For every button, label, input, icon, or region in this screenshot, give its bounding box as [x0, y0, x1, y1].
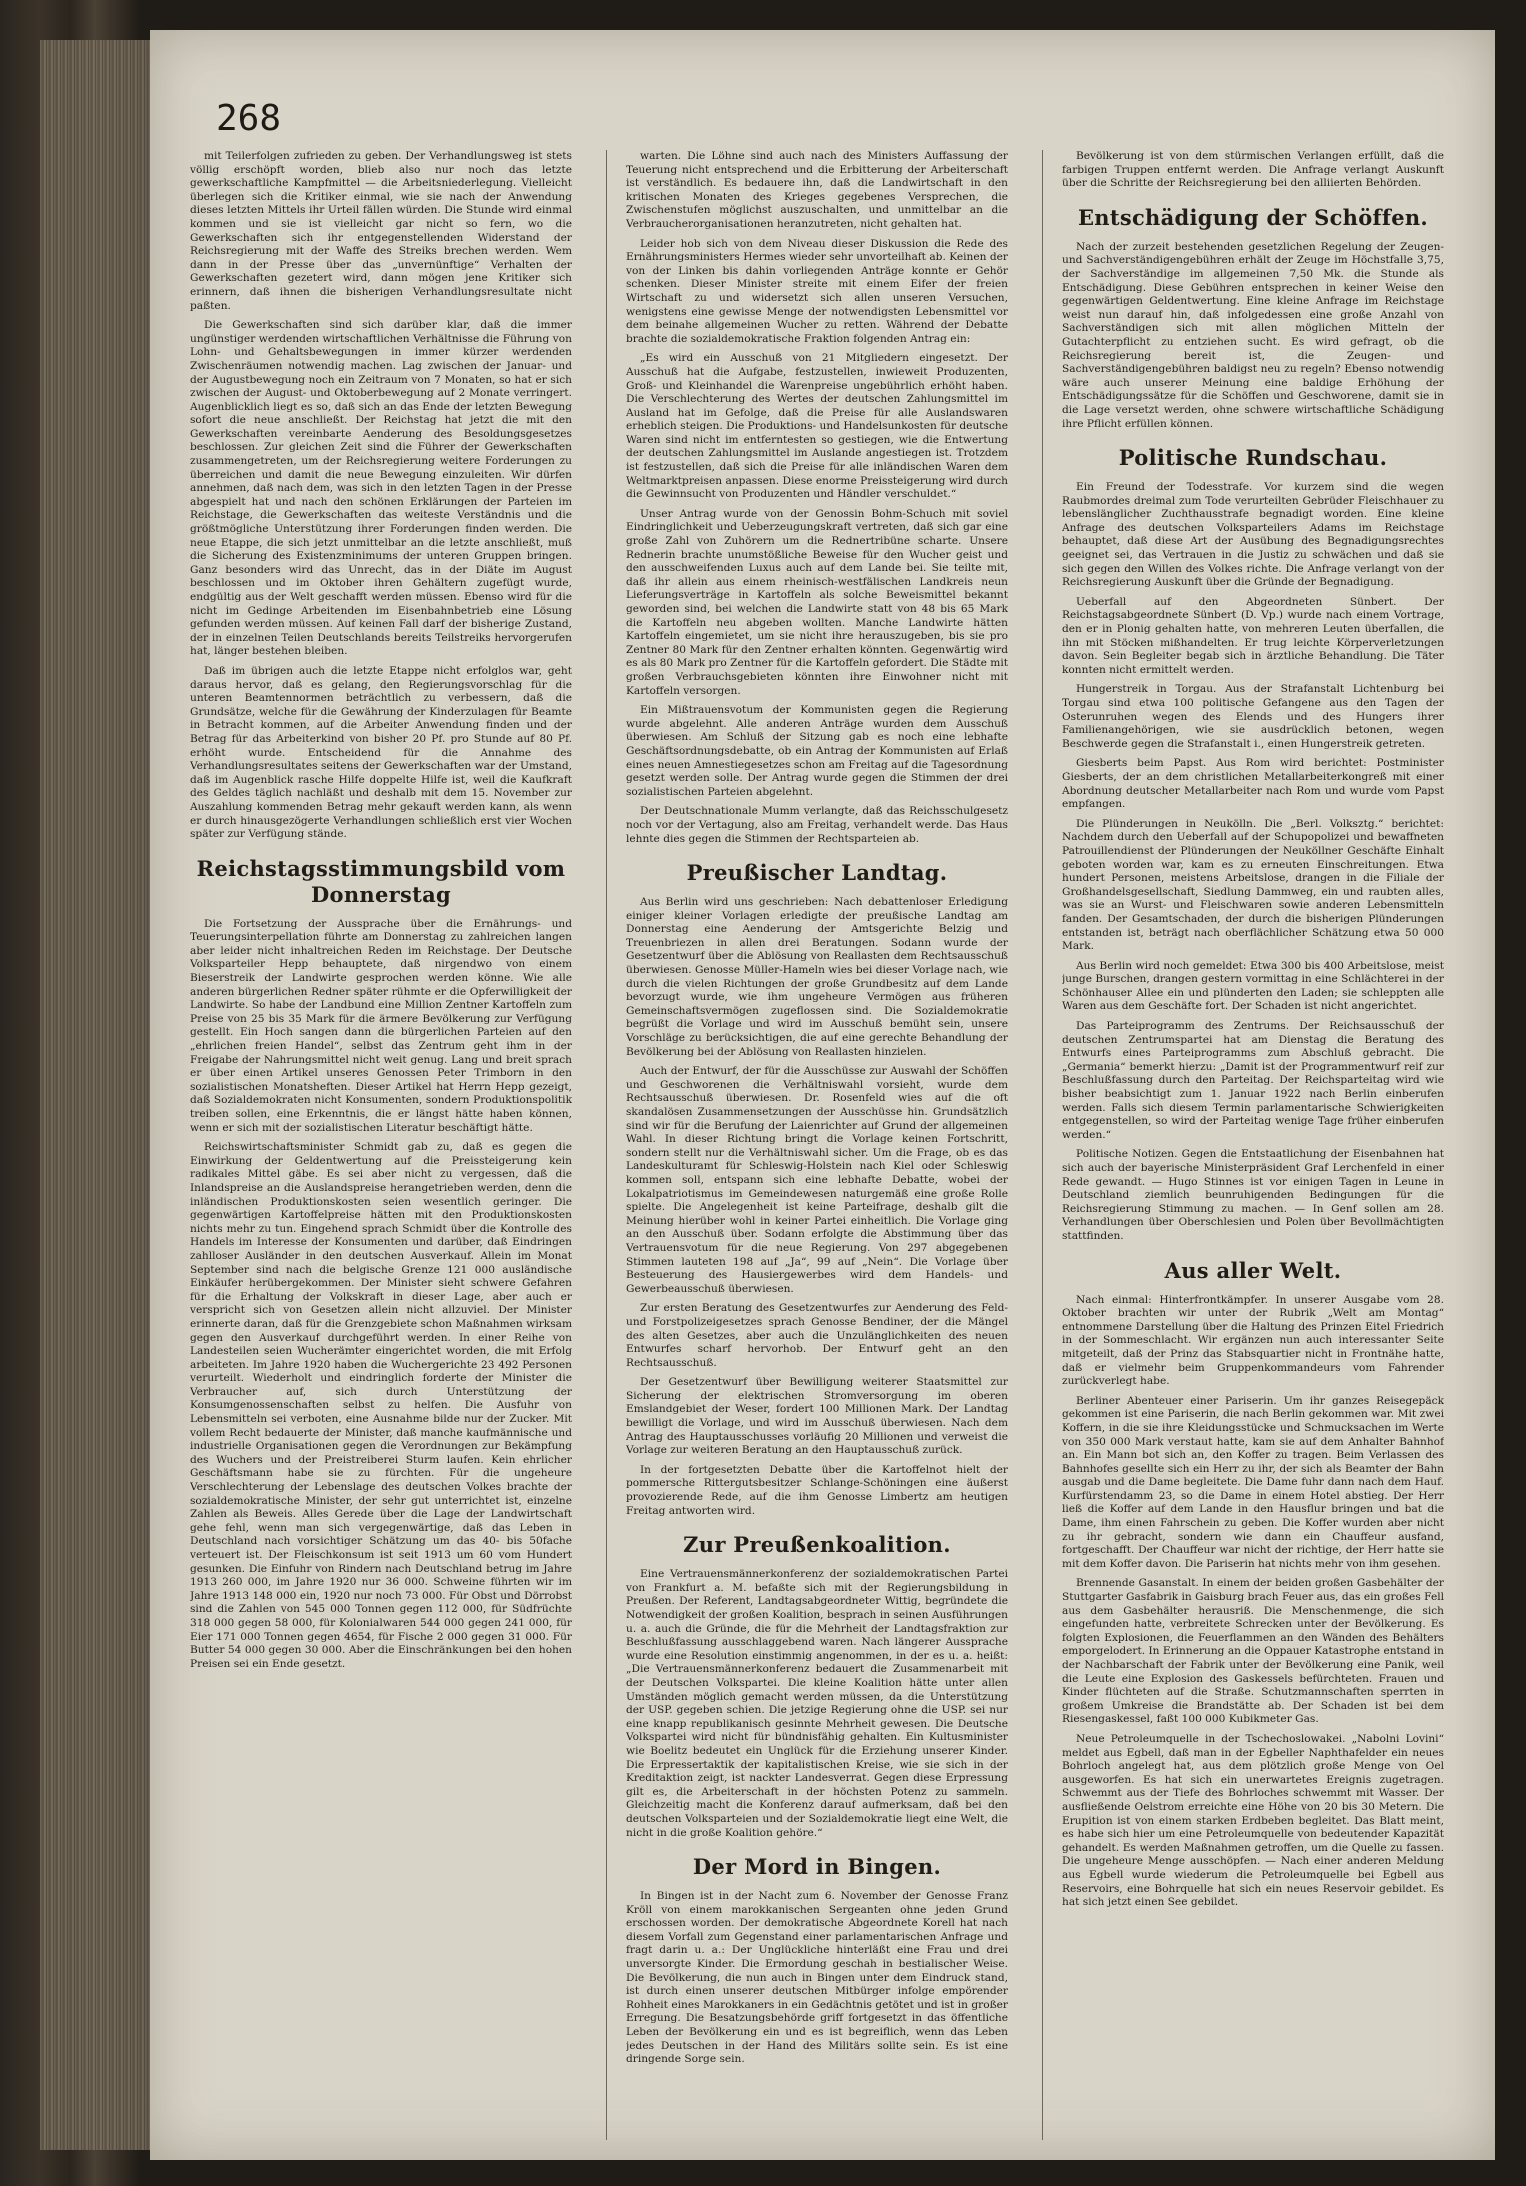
article-paragraph: In Bingen ist in der Nacht zum 6. November der Genosse Franz Kröll von einem marokkanischen Sergeanten ohne jeden Grund erschossen worden. Der demokratische Abgeordnete Korell hat nach diesem Vorfall zum Gegenstand einer parlamentarischen Anfrage und fragt darin u. a.: Der Unglückliche hinterläßt eine Frau und drei unversorgte Kinder. Die Ermordung geschah in bestialischer Weise. Die Bevölkerung, die nun auch in Bingen unter dem Eindruck stand, ist durch einen unserer deutschen Mitbürger infolge empörender Rohheit eines Marokkaners in ein Gedächtnis getötet und ist in großer Erregung. Die Besatzungsbehörde griff fortgesetzt in das öffentliche Leben der Bevölkerung ein und es ist begreiflich, wenn das Leben jedes Deutschen in der Hand des Militärs sollte sein. Es ist eine dringende Sorge sein. — [626, 1890, 1008, 2066]
newspaper-page — [150, 30, 1495, 2160]
article-paragraph: Nach einmal: Hinterfrontkämpfer. In unserer Ausgabe vom 28. Oktober brachten wir unter der Rubrik „Welt am Montag“ entnommene Darstellung über die Haltung des Prinzen Eitel Friedrich in der Sommeschlacht. Wir ergänzen nun auch interessanter Seite mitgeteilt, daß der Prinz das Stabsquartier nicht in Frontnähe hatte, daß er vielmehr beim Gruppenkommandeurs vom Fahrender zurückverlegt habe. — [1062, 1293, 1444, 1388]
article-headline: Zur Preußenkoalition. — [683, 1532, 951, 1558]
text-column-1 — [190, 150, 572, 2140]
article-paragraph: Giesberts beim Papst. Aus Rom wird berichtet: Postminister Giesberts, der an dem christlichen Metallarbeiterkongreß mit einer Abordnung deutscher Metallarbeiter nach Rom und wurde vom Papst empfangen. — [1062, 757, 1444, 811]
article-headline: Aus aller Welt. — [1164, 1257, 1342, 1283]
column-divider — [606, 150, 607, 2140]
article-headline: Preußischer Landtag. — [686, 860, 948, 886]
article-headline: Der Mord in Bingen. — [692, 1854, 942, 1880]
column-divider — [1042, 150, 1043, 2140]
article-paragraph: „Es wird ein Ausschuß von 21 Mitgliedern eingesetzt. Der Ausschuß hat die Aufgabe, festzustellen, inwieweit Produzenten, Groß- und Kleinhandel die Warenpreise ungebührlich erhöht haben. Die Verschlechterung des Wertes der deutschen Zahlungsmittel im Ausland hat im Gefolge, daß die Preise für alle Auslandswaren erheblich steigen. Die Produktions- und Handelsunkosten für deutsche Waren sind nicht im entferntesten so gestiegen, wie die Entwertung der deutschen Zahlungsmittel im Auslande angestiegen ist. Trotzdem ist festzustellen, daß sich die Preise für alle inländischen Waren dem Weltmarktpreisen anpassen. Diese enorme Preissteigerung wird durch die Gewinnsucht von Produzenten und Händler verschuldet.“ — [626, 352, 1008, 501]
article-paragraph: Unser Antrag wurde von der Genossin Bohm-Schuch mit soviel Eindringlichkeit und Ueberzeugungskraft vertreten, daß sich gar eine große Zahl von Zuhörern um die Rednertribüne scharte. Unsere Rednerin brachte unumstößliche Beweise für den Wucher geist und den ausschweifenden Luxus auch auf dem Lande bei. Sie teilte mit, daß ihr allein aus einem rheinisch-westfälischen Landkreis neun Lieferungsverträge in Kartoffeln als solche Beweismittel bekannt geworden sind, bei welchen die Landwirte statt von 48 bis 65 Mark die Kartoffeln neu abgeben wollten. Manche Landwirte hätten Kartoffeln eingemietet, um sie nicht ihre herauszugeben, bis sie pro Zentner 80 Mark für den Zentner erhalten könnten. Gegenwärtig wird es als 80 Mark pro Zentner für die Kartoffeln gefordert. Die Städte mit großen Verbrauchsgebieten könnten ihre Einwohner nicht mit Kartoffeln versorgen. — [626, 507, 1008, 697]
article-paragraph: Ein Mißtrauensvotum der Kommunisten gegen die Regierung wurde abgelehnt. Alle anderen Anträge wurden dem Ausschuß überwiesen. Am Schluß der Sitzung gab es noch eine lebhafte Geschäftsordnungsdebatte, ob ein Antrag der Kommunisten auf Erlaß eines neuen Amnestiegesetzes schon am Freitag auf die Tagesordnung gesetzt werden solle. Der Antrag wurde gegen die Stimmen der drei sozialistischen Parteien abgelehnt. — [626, 704, 1008, 798]
article-paragraph: Ueberfall auf den Abgeordneten Sünbert. Der Reichstagsabgeordnete Sünbert (D. Vp.) wurde nach einem Vortrage, den er in Plonig gehalten hatte, von mehreren Leuten überfallen, die ihn mit Stöcken mißhandelten. Er trug leichte Körperverletzungen davon. Sein Begleiter begab sich in ärztliche Behandlung. Die Täter konnten nicht ermittelt werden. — [1062, 595, 1444, 676]
article-headline: Politische Rundschau. — [1118, 445, 1388, 471]
article-paragraph: mit Teilerfolgen zufrieden zu geben. Der Verhandlungsweg ist stets völlig erschöpft worden, blieb also nur noch das letzte gewerkschaftliche Kampfmittel — die Arbeitsniederlegung. Vielleicht überlegen sich die Kritiker einmal, wie sie nach der Anwendung dieses letzten Mittels ihr Urteil fällen würden. Die Stunde wird einmal kommen und sie ist vielleicht gar nicht so fern, wo die Gewerkschaften sich ihr entgegenstellenden Widerstand der Reichsregierung mit der Waffe des Streiks brechen werden. Wem dann in der Presse über das „unvernünftige“ Verhalten der Gewerkschaften gezetert wird, dann mögen jene Kritiker sich erinnern, daß ihnen die bisherigen Verhandlungsresultate nicht paßten. — [190, 150, 572, 312]
article-paragraph: Brennende Gasanstalt. In einem der beiden großen Gasbehälter der Stuttgarter Gasfabrik in Gaisburg brach Feuer aus, das ein großes Fell aus dem Gasbehälter herausriß. Die Menschenmenge, die sich eingefunden hatte, verbreitete Schrecken unter der Bevölkerung. Es folgten Explosionen, die Feuerflammen an den Wänden des Behälters emporgelodert. In Erinnerung an die Oppauer Katastrophe entstand in der Nachbarschaft der Fabrik unter der Bevölkerung eine Panik, weil die Leute eine Explosion des Gaskessels befürchteten. Frauen und Kinder flüchteten auf die Straße. Schutzmannschaften sperrten in großem Umkreise die Brandstätte ab. Der Schaden ist bei dem Riesengaskessel, faßt 100 000 Kubikmeter Gas. — [1062, 1577, 1444, 1726]
article-paragraph: Daß im übrigen auch die letzte Etappe nicht erfolglos war, geht daraus hervor, daß es gelang, den Regierungsvorschlag für die unteren Beamtennormen beträchtlich zu verbessern, daß die Grundsätze, welche für die Gewährung der Kinderzulagen für Beamte in Betracht kommen, auf die Arbeiter Anwendung finden und der Betrag für das Arbeiterkind von bisher 20 Pf. pro Stunde auf 80 Pf. erhöht wurde. Entscheidend für die Annahme des Verhandlungsresultates seitens der Gewerkschaften war der Umstand, daß im Augenblick rasche Hilfe doppelte Hilfe ist, weil die Kaufkraft des Geldes täglich nachläßt und deshalb mit dem 15. November zur Auszahlung kommenden Betrag mehr gekauft werden kann, als wenn er durch hinausgezögerte Verhandlungen schließlich erst vier Wochen später zur Verfügung stände. — [190, 664, 572, 841]
article-paragraph: Aus Berlin wird uns geschrieben: Nach debattenloser Erledigung einiger kleiner Vorlagen erledigte der preußische Landtag am Donnerstag eine Aenderung der Amtsgerichte Belzig und Treuenbriezen in allen drei Beratungen. Sodann wurde der Gesetzentwurf über die Ablösung von Reallasten dem Rechtsausschuß überwiesen. Genosse Müller-Hameln wies bei dieser Vorlage nach, wie durch die vielen Richtungen der große Grundbesitz auf dem Lande bevorzugt wurde, wie ihm ungeheure Vermögen aus früheren Gemeinschaftsvermögen zugeflossen sind. Die Sozialdemokratie begrüßt die Vorlage und wird im Ausschuß bemüht sein, unsere Vorschläge zu berücksichtigen, die auf eine gerechte Behandlung der Bevölkerung bei der Ablösung von Reallasten hinzielen. — [626, 896, 1008, 1058]
text-column-2 — [626, 150, 1008, 2140]
article-paragraph: Bevölkerung ist von dem stürmischen Verlangen erfüllt, daß die farbigen Truppen entfernt werden. Die Anfrage verlangt Auskunft über die Schritte der Reichsregierung bei den alliierten Behörden. — [1062, 150, 1444, 190]
article-paragraph: Die Plünderungen in Neukölln. Die „Berl. Volksztg.“ berichtet: Nachdem durch den Ueberfall auf der Schupopolizei und bewaffneten Patrouillendienst der Plünderungen der Neuköllner Geschäfte Einhalt geboten worden war, kam es zu erneuten Einschreitungen. Etwa hundert Personen, meistens Arbeitslose, drangen in die Filiale der Großhandelsgesellschaft, Siedlung Dammweg, ein und raubten alles, was sie an Wurst- und Fleischwaren sowie anderen Lebensmitteln fanden. Der Gesamtschaden, der durch die bisherigen Plünderungen entstanden ist, beträgt nach oberflächlicher Schätzung etwa 50 000 Mark. — [1062, 817, 1444, 953]
article-paragraph: In der fortgesetzten Debatte über die Kartoffelnot hielt der pommersche Rittergutsbesitzer Schlange-Schöningen eine äußerst provozierende Rede, auf die ihm Genosse Limbertz am heutigen Freitag antworten wird. — [626, 1463, 1008, 1517]
article-paragraph: Der Deutschnationale Mumm verlangte, daß das Reichsschulgesetz noch vor der Vertagung, also am Freitag, verhandelt werde. Das Haus lehnte dies gegen die Stimmen der Rechtsparteien ab. — [626, 805, 1008, 845]
article-paragraph: Auch der Entwurf, der für die Ausschüsse zur Auswahl der Schöffen und Geschworenen die Verhältniswahl vorsieht, wurde dem Rechtsausschuß überwiesen. Dr. Rosenfeld wies auf die oft skandalösen Zusammensetzungen der Ausschüsse hin. Grundsätzlich sind wir für die Berufung der Laienrichter auf Grund der allgemeinen Wahl. In dieser Richtung bringt die Vorlage keinen Fortschritt, sondern stellt nur die Verhältniswahl sicher. Um die Frage, ob es das Landeskulturamt für Schleswig-Holstein nach Kiel oder Schleswig kommen soll, entspann sich eine lebhafte Debatte, wobei der Lokalpatriotismus im Gemeindewesen naturgemäß eine große Rolle spielte. Die Angelegenheit ist keine Parteifrage, deshalb gilt die Meinung hierüber wohl in keiner Partei einheitlich. Die Vorlage ging an den Ausschuß über. Sodann erfolgte die Abstimmung über das Vertrauensvotum für die neue Regierung. Von 297 abgegebenen Stimmen lauteten 198 auf „Ja“, 99 auf „Nein“. Die Vorlage über Besteuerung des Hausiergewerbes wird dem Handels- und Gewerbeausschuß überwiesen. — [626, 1065, 1008, 1295]
text-column-3 — [1062, 150, 1444, 2140]
article-paragraph: Der Gesetzentwurf über Bewilligung weiterer Staatsmittel zur Sicherung der elektrischen Stromversorgung im oberen Emslandgebiet der Weser, fordert 100 Millionen Mark. Der Landtag bewilligt die Vorlage, und wird im Ausschuß überwiesen. Nach dem Antrag des Hauptausschusses vorläufig 20 Millionen und verweist die Vorlage zur weiteren Beratung an den Hauptausschuß zurück. — [626, 1376, 1008, 1457]
article-paragraph: Aus Berlin wird noch gemeldet: Etwa 300 bis 400 Arbeitslose, meist junge Burschen, drangen gestern vormittag in eine Schlächterei in der Schönhauser Allee ein und plünderten den Laden; sie schleppten alle Waren aus dem Geschäfte fort. Der Schaden ist nicht angerichtet. — [1062, 959, 1444, 1013]
article-paragraph: Neue Petroleumquelle in der Tschechoslowakei. „Nabolni Lovini“ meldet aus Egbell, daß man in der Egbeller Naphthafelder ein neues Bohrloch angelegt hat, aus dem plötzlich große Menge von Oel ausgeworfen. Es hat sich ein unerwartetes Ereignis zugetragen. Schwemmt aus der Tiefe des Bohrloches schwemmt mit Wasser. Der ausfließende Oelstrom erreichte eine Höhe von 20 bis 30 Metern. Die Erupition ist von einem starken Erdbeben begleitet. Das Blatt meint, es habe sich hier um eine Petroleumquelle von bedeutender Kapazität gehandelt. Es werden Maßnahmen getroffen, um die Quelle zu fassen. Die ungeheure Menge ausschöpfen. — Nach einer anderen Meldung aus Egbell wurde wiederum die Petroleumquelle bei Egbell aus Reservoirs, eine Bohrquelle hat sich ein neues Reservoir gebildet. Es hat sich jetzt einen See gebildet. — [1062, 1732, 1444, 1909]
article-paragraph: Berliner Abenteuer einer Pariserin. Um ihr ganzes Reisegepäck gekommen ist eine Pariserin, die nach Berlin gekommen war. Mit zwei Koffern, in die sie ihre Kleidungsstücke und Schmucksachen im Werte von 350 000 Mark verstaut hatte, kam sie auf dem Anhalter Bahnhof an. Ein Mann bot sich an, den Koffer zu tragen. Beim Verlassen des Bahnhofes gesellte sich ein Herr zu ihr, der sich als Beamter der Bahn ausgab und die Dame begleitete. Die Dame fuhr dann nach dem Hauf. Kurfürstendamm 23, so die Dame in einem Hotel abstieg. Der Herr ließ die Koffer auf dem Lande in den Hausflur bringen und bat die Dame, ihm einen Fahrschein zu geben. Die Koffer wurden aber nicht zu ihr gebracht, sondern wie dann ein Chauffeur ausfand, fortgeschafft. Der Chauffeur war nicht der richtige, der Herr hatte sie mit dem Koffer davon. Die Pariserin hat nichts mehr von ihm gesehen. — [1062, 1394, 1444, 1570]
article-headline: Reichstagsstimmungsbild vom Donnerstag — [196, 855, 566, 907]
book-binding — [40, 40, 150, 2150]
article-paragraph: Reichswirtschaftsminister Schmidt gab zu, daß es gegen die Einwirkung der Geldentwertung auf die Preissteigerung kein radikales Mittel gäbe. Es sei aber nicht zu vergessen, daß die Inlandspreise an die Auslandspreise herangetrieben werden, denn die inländischen Produktionskosten seien wesentlich geringer. Die gegenwärtigen Kartoffelpreise hätten mit den Produktionskosten nichts mehr zu tun. Eingehend sprach Schmidt über die Kontrolle des Handels im Interesse der Konsumenten und darüber, daß Eindringen zahlloser Ausländer in den deutschen Ausverkauf. Allein im Monat September sind nach die belgische Grenze 121 000 ausländische Einkäufer herübergekommen. Der Minister sieht schwere Gefahren für die Erhaltung der Volkskraft in dieser Lage, aber auch er verspricht sich von Gesetzen allein nicht allzuviel. Der Minister erinnerte daran, daß für die Grenzgebiete schon Maßnahmen wirksam gegen den Ausverkauf durchgeführt werden. In einer Reihe von Landesteilen seien Wucherämter eingerichtet worden, die mit Erfolg arbeiteten. Im Jahre 1920 haben die Wuchergerichte 23 492 Personen verurteilt. Wiederholt und eindringlich forderte der Minister die Verbraucher auf, sich durch Unterstützung der Konsumgenossenschaften selbst zu helfen. Die Ausfuhr von Lebensmitteln sei verboten, eine Ausnahme bilde nur der Zucker. Mit vollem Recht bedauerte der Minister, daß manche kaufmännische und industrielle Organisationen gegen die Verordnungen zur Bekämpfung des Wuchers und der Preistreiberei Sturm laufen. Kein ehrlicher Geschäftsmann habe sie zu fürchten. Für die ungeheure Verschlechterung der Lebenslage des deutschen Volkes brachte der sozialdemokratische Minister, der sehr gut unterrichtet ist, einzelne Zahlen als Beweis. Alles Gerede über die Lage der Landwirtschaft gehe fehl, wenn man sich vergegenwärtige, daß das Leben in Deutschland nach vorsichtiger Schätzung um das 40- bis 50fache verteuert ist. Der Fleischkonsum ist seit 1913 um 60 vom Hundert gesunken. Die Einfuhr von Rindern nach Deutschland betrug im Jahre 1913 260 000, im Jahre 1920 nur 36 000. Schweine führten wir im Jahre 1913 148 000 ein, 1920 nur noch 73 000. Für Obst und Dörrobst sind die Zahlen von 545 000 Tonnen gegen 112 000, für Südfrüchte 318 000 gegen 58 000, für Kolonialwaren 544 000 gegen 241 000, für Eier 171 000 Tonnen gegen 4654, für Fische 2 000 gegen 31 000. Für Butter 54 000 gegen 30 000. Aber die Einschränkungen bei den hohen Preisen sei ein Ende gesetzt. — [190, 1141, 572, 1670]
article-paragraph: Leider hob sich von dem Niveau dieser Diskussion die Rede des Ernährungsministers Hermes wieder sehr unvorteilhaft ab. Keinen der von der Linken bis dahin vorliegenden Anträge konnte er Gehör schenken. Dieser Minister streite mit einem Eifer der freien Wirtschaft zu und widersetzt sich allen unseren Versuchen, wenigstens eine gewisse Menge der notwendigsten Lebensmittel vor dem beinahe allgemeinen Wucher zu retten. Während der Debatte brachte die sozialdemokratische Fraktion folgenden Antrag ein: — [626, 237, 1008, 345]
article-paragraph: warten. Die Löhne sind auch nach des Ministers Auffassung der Teuerung nicht entsprechend und die Erbitterung der Arbeiterschaft ist verständlich. Es bedauere ihn, daß die Landwirtschaft in den kritischen Monaten des Krieges gegebenes Versprechen, die Zwischenstufen möglichst auszuschalten, und unmittelbar an die Verbraucherorganisationen heranzutreten, nicht gehalten hat. — [626, 150, 1008, 230]
article-paragraph: Politische Notizen. Gegen die Entstaatlichung der Eisenbahnen hat sich auch der bayerische Ministerpräsident Graf Lerchenfeld in einer Rede gewandt. — Hugo Stinnes ist vor einigen Tagen in Leune in Deutschland ziemlich beunruhigenden Bedingungen für die Reichsregierung Stimmung zu machen. — In Genf sollen am 28. Verhandlungen über Oberschlesien und Polen über Bevollmächtigten stattfinden. — [1062, 1148, 1444, 1242]
article-paragraph: Eine Vertrauensmännerkonferenz der sozialdemokratischen Partei von Frankfurt a. M. befaßte sich mit der Regierungsbildung in Preußen. Der Referent, Landtagsabgeordneter Wittig, begründete die Notwendigkeit der großen Koalition, besprach in seinen Ausführungen u. a. auch die Gründe, die für die Mehrheit der Landtagsfraktion zur Beschlußfassung ausschlaggebend waren. Nach längerer Aussprache wurde eine Resolution einstimmig angenommen, in der es u. a. heißt: „Die Vertrauensmännerkonferenz bedauert die Zusammenarbeit mit der Deutschen Volkspartei. Die kleine Koalition hätte unter allen Umständen möglich gemacht werden müssen, da die Unterstützung der USP. gegeben schien. Die jetzige Regierung ohne die USP. sei nur eine knapp republikanisch gesinnte Mehrheit gewesen. Die Deutsche Volkspartei wird nicht für bündnisfähig gehalten. Ein Kultusminister wie Boelitz bedeutet ein Unglück für die Erziehung unserer Kinder. Die Erpressertaktik der kapitalistischen Kreise, wie sie sich in der Kreditaktion zeigt, ist nackter Landesverrat. Gegen diese Erpressung gilt es, die Arbeiterschaft in der höchsten Potenz zu sammeln. Gleichzeitig macht die Konferenz darauf aufmerksam, daß bei den deutschen Volksparteien und der Sozialdemokratie liegt eine Welt, die nicht in die große Koalition gehöre.“ — [626, 1568, 1008, 1839]
article-paragraph: Die Fortsetzung der Aussprache über die Ernährungs- und Teuerungsinterpellation führte am Donnerstag zu zahlreichen langen aber leider nicht inhaltreichen Reden im Reichstage. Der Deutsche Volksparteiler Hepp behauptete, daß nirgendwo von einem Bieserstreik der Landwirte gesprochen werden könne. Wie alle anderen bürgerlichen Redner später rühmte er die Opferwilligkeit der Landwirte. So habe der Landbund eine Million Zentner Kartoffeln zum Preise von 25 bis 35 Mark für die ärmere Bevölkerung zur Verfügung gestellt. Ein Hoch sangen dann die bürgerlichen Parteien auf den „ehrlichen freien Handel“, selbst das Zentrum geht ihm in der Freigabe der Nahrungsmittel nicht weit genug. Lang und breit sprach er über einen Artikel unseres Genossen Peter Trimborn in den sozialistischen Monatsheften. Dieser Artikel hat Herrn Hepp gezeigt, daß Sozialdemokraten nicht Konsumenten, sondern Produktionspolitik treiben sollen, eine Erkenntnis, die er längst hätte haben können, wenn er sich mit der sozialistischen Literatur beschäftigt hätte. — [190, 917, 572, 1134]
article-paragraph: Ein Freund der Todesstrafe. Vor kurzem sind die wegen Raubmordes dreimal zum Tode verurteilten Gebrüder Fleischhauer zu lebenslänglicher Zuchthausstrafe begnadigt worden. Eine kleine Anfrage des deutschen Volksparteilers Adams im Reichstage behauptet, daß diese Art der Ausübung des Begnadigungsrechtes geeignet sei, das Vertrauen in die Justiz zu schwächen und daß sie sich gegen den Willen des Volkes richte. Die Anfrage verlangt von der Reichsregierung Auskunft über die Gründe der Begnadigung. — [1062, 481, 1444, 589]
article-headline: Entschädigung der Schöffen. — [1077, 204, 1429, 230]
article-paragraph: Die Gewerkschaften sind sich darüber klar, daß die immer ungünstiger werdenden wirtschaftlichen Verhältnisse die Führung von Lohn- und Gehaltsbewegungen in immer kürzer werdenden Zwischenräumen notwendig machen. Lag zwischen der Januar- und der Augustbewegung noch ein Zeitraum von 7 Monaten, so hat er sich zwischen der August- und Oktoberbewegung auf 2 Monate verringert. Augenblicklich liegt es so, daß sich an das Ende der letzten Bewegung sofort die neue anschließt. Der Reichstag hat jetzt die mit den Gewerkschaften vereinbarte Aenderung des Besoldungsgesetzes beschlossen. Zur gleichen Zeit sind die Führer der Gewerkschaften zusammengetreten, um der Reichsregierung weitere Forderungen zu überreichen und damit die neue Bewegung einzuleiten. Wir dürfen annehmen, daß nach dem, was sich in den letzten Tagen in der Presse abgespielt hat und nach den schönen Erklärungen der Parteien im Reichstage, die Gewerkschaften das weiteste Verständnis und die größtmögliche Unterstützung ihrer Forderungen finden werden. Die neue Etappe, die sich jetzt unmittelbar an die letzte anschließt, muß die Sicherung des Existenzminimums der unteren Gruppen bringen. Ganz besonders wird das Unrecht, das in der Diäte im August beschlossen und im Oktober ihren Gehältern zugefügt wurde, endgültig aus der Welt geschafft werden müssen. Ebenso wird für die nicht im Gedinge Arbeitenden im Eisenbahnbetrieb eine Lösung gefunden werden müssen. Auf keinen Fall darf der bisherige Zustand, der in einzelnen Teilen Deutschlands bereits Teilstreiks hervorgerufen hat, länger bestehen bleiben. — [190, 319, 572, 658]
article-paragraph: Zur ersten Beratung des Gesetzentwurfes zur Aenderung des Feld- und Forstpolizeigesetzes sprach Genosse Bendiner, der die Mängel des alten Gesetzes, aber auch die Unzulänglichkeiten des neuen Entwurfes scharf hervorhob. Der Entwurf geht an den Rechtsausschuß. — [626, 1302, 1008, 1369]
article-paragraph: Hungerstreik in Torgau. Aus der Strafanstalt Lichtenburg bei Torgau sind etwa 100 politische Gefangene aus den Tagen der Osterunruhen wegen des Elends und des Hungers ihrer Familienangehörigen, wie sie ausdrücklich betonen, wegen Beschwerde gegen die Strafanstalt i., einen Hungerstreik getreten. — [1062, 683, 1444, 750]
page-number: 268 — [216, 98, 282, 139]
article-paragraph: Nach der zurzeit bestehenden gesetzlichen Regelung der Zeugen- und Sachverständigengebühren erhält der Zeuge im Höchstfalle 3,75, der Sachverständige im allgemeinen 7,50 Mk. die Stunde als Entschädigung. Diese Gebühren entsprechen in keiner Weise den gegenwärtigen Geldentwertung. Eine kleine Anfrage im Reichstage weist nun darauf hin, daß infolgedessen eine große Anzahl von Sachverständigen sich mit allen möglichen Mitteln der Gutachterpflicht zu entziehen sucht. Es wird gefragt, ob die Reichsregierung bereit ist, die Zeugen- und Sachverständigengebühren baldigst neu zu regeln? Ebenso notwendig wäre auch unserer Meinung eine baldige Erhöhung der Entschädigungssätze für die Schöffen und Geschworene, damit sie in die Lage versetzt werden, ohne schwere wirtschaftliche Schädigung ihre Pflicht erfüllen können. — [1062, 240, 1444, 430]
article-paragraph: Das Parteiprogramm des Zentrums. Der Reichsausschuß der deutschen Zentrumspartei hat am Dienstag die Beratung des Entwurfs eines Parteiprogramms zum Abschluß gebracht. Die „Germania“ bemerkt hierzu: „Damit ist der Programmentwurf reif zur Beschlußfassung durch den Parteitag. Der Reichsparteitag wird wie bisher beabsichtigt zum 1. Januar 1922 nach Berlin einberufen werden. Falls sich diesem Termin parlamentarische Schwierigkeiten entgegenstellen, so wird der Parteitag wenige Tage früher einberufen werden.“ — [1062, 1020, 1444, 1141]
